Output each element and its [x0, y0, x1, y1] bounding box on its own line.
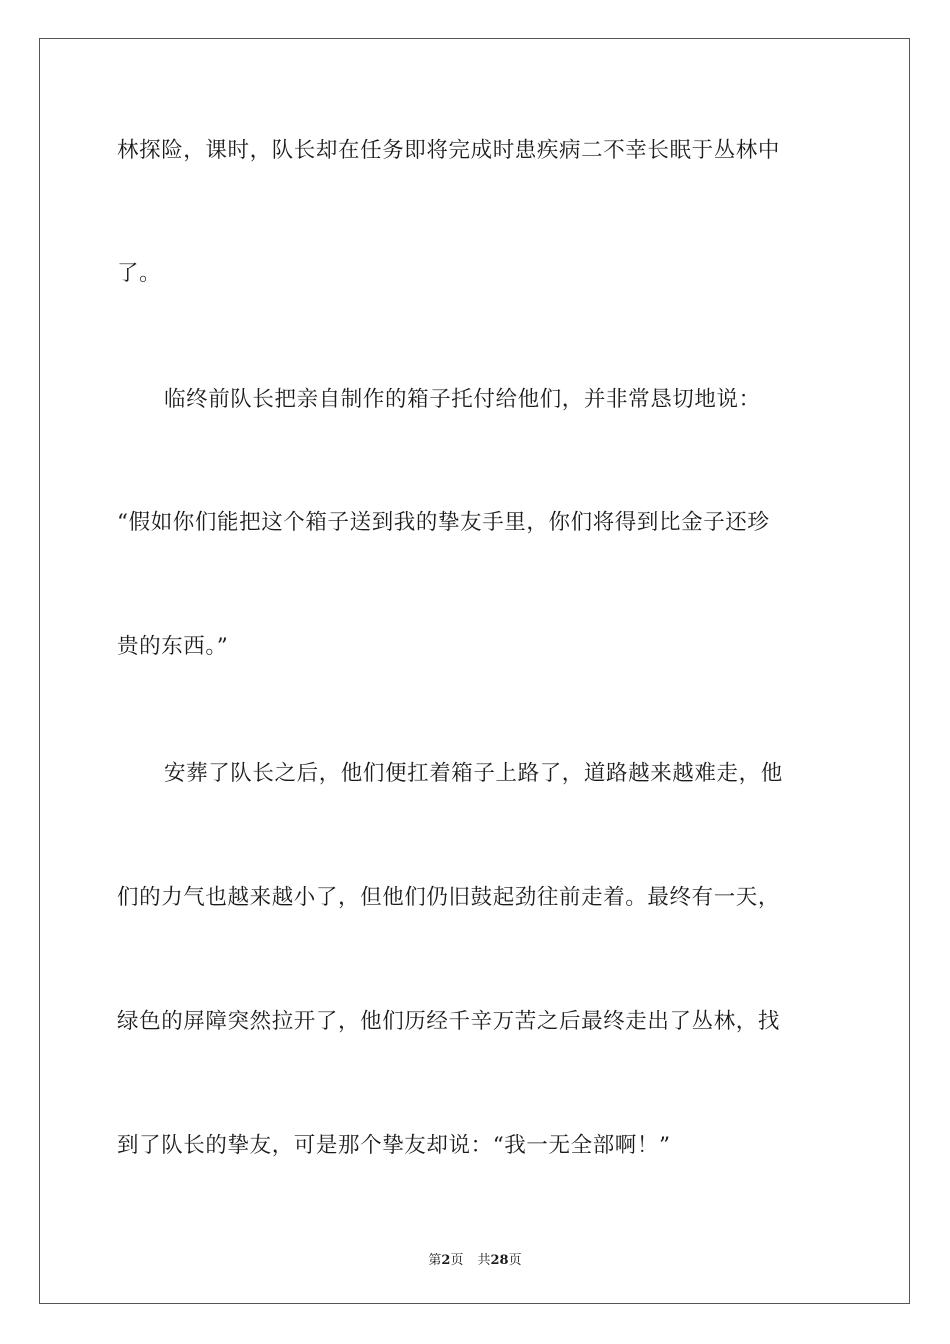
page-footer: [0, 1249, 950, 1268]
page-suffix: 页: [450, 1253, 464, 1268]
text-line-5: 贵的东西。”: [117, 634, 229, 659]
total-pages: 28: [490, 1253, 509, 1268]
page-prefix: 第: [428, 1253, 442, 1268]
page-number: 2: [441, 1253, 451, 1268]
total-prefix: 共: [477, 1253, 491, 1268]
text-line-6: 安葬了队长之后，他们便扛着箱子上路了，道路越来越难走，他: [164, 761, 783, 786]
text-line-7: 们的力气也越来越小了，但他们仍旧鼓起劲往前走着。最终有一天，: [117, 885, 781, 910]
text-line-4: “假如你们能把这个箱子送到我的挚友手里，你们将得到比金子还珍: [117, 510, 770, 535]
text-line-8: 绿色的屏障突然拉开了，他们历经千辛万苦之后最终走出了丛林，找: [117, 1009, 781, 1034]
page-frame: [39, 38, 910, 1304]
text-line-1: 林探险，课时，队长却在任务即将完成时患疾病二不幸长眠于丛林中: [117, 138, 781, 163]
total-suffix: 页: [508, 1253, 522, 1268]
text-line-3: 临终前队长把亲自制作的箱子托付给他们，并非常恳切地说：: [164, 387, 761, 412]
text-line-2: 了。: [117, 261, 162, 286]
text-line-9: 到了队长的挚友，可是那个挚友却说：“我一无全部啊！”: [117, 1133, 671, 1158]
